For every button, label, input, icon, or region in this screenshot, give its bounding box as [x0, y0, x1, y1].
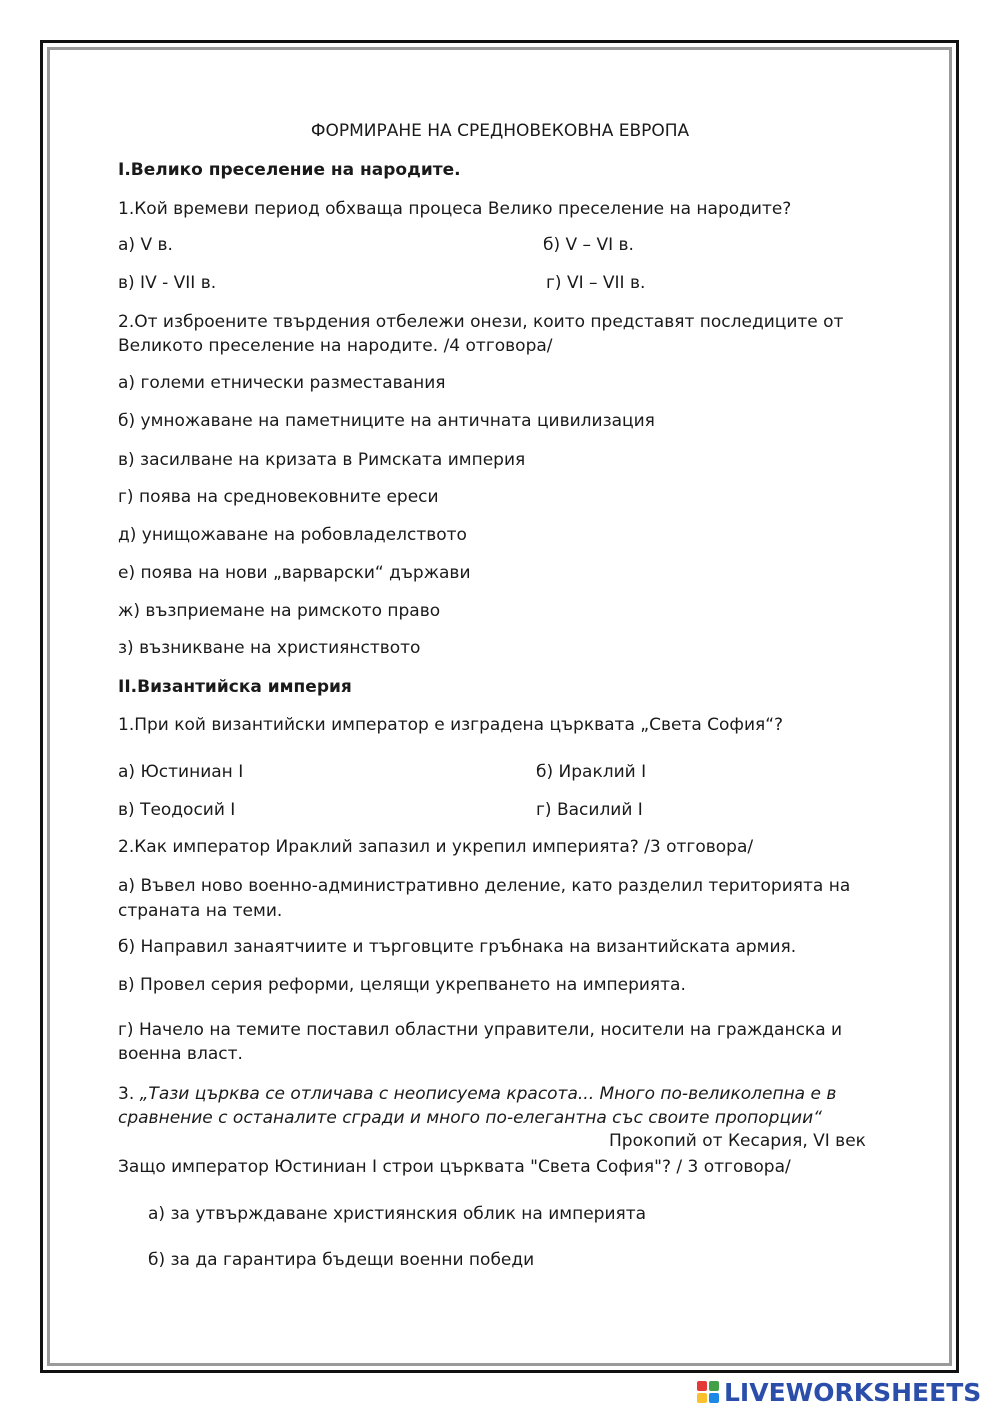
- s2-q2-option-a-line1[interactable]: а) Въвел ново военно-административно деление, като разделил територията на: [118, 876, 851, 896]
- s2-q2-option-b[interactable]: б) Направил занаятчиите и търговците гръбнака на византийската армия.: [118, 937, 797, 957]
- s2-q2-option-a-line2[interactable]: страната на теми.: [118, 901, 283, 921]
- s2-q3-quote-line1: [118, 1082, 836, 1106]
- s2-q1-option-d[interactable]: г) Василий I: [536, 800, 643, 820]
- s2-q2-option-d-line1[interactable]: г) Начело на темите поставил областни управители, носители на гражданска и: [118, 1020, 843, 1040]
- s2-q3-option-b[interactable]: б) за да гарантира бъдещи военни победи: [148, 1250, 535, 1270]
- s2-q1-option-c[interactable]: в) Теодосий I: [118, 800, 236, 820]
- s1-q1-option-d[interactable]: г) VI – VII в.: [546, 273, 646, 293]
- s2-q1-option-b[interactable]: б) Ираклий I: [536, 762, 647, 782]
- s1-q2-option-b[interactable]: б) умножаване на паметниците на античната цивилизация: [118, 411, 655, 431]
- s1-q2-option-f[interactable]: е) поява на нови „варварски“ държави: [118, 563, 471, 583]
- s1-q1-option-b[interactable]: б) V – VI в.: [543, 235, 634, 255]
- s2-q2-option-d-line2[interactable]: военна власт.: [118, 1044, 243, 1064]
- liveworksheets-watermark: [697, 1378, 981, 1406]
- s2-q1-option-a[interactable]: а) Юстиниан I: [118, 762, 244, 782]
- s1-q2-option-e[interactable]: д) унищожаване на робовладелството: [118, 525, 467, 545]
- s2-q3-quote-text-1: „Тази църква се отличава с неописуема красота... Много по-великолепна е в: [139, 1084, 837, 1104]
- s2-q3-number: 3.: [118, 1084, 140, 1104]
- s2-q1-text: 1.При кой византийски император е изградена църквата „Света София“?: [118, 715, 784, 735]
- section-1-heading: I.Велико преселение на народите.: [118, 160, 461, 180]
- s1-q1-option-a[interactable]: а) V в.: [118, 235, 173, 255]
- s1-q2-option-a[interactable]: а) големи етнически разместавания: [118, 373, 446, 393]
- s1-q2-text-line2: Великото преселение на народите. /4 отговора/: [118, 336, 553, 356]
- s1-q2-text-line1: 2.От изброените твърдения отбележи онези, които представят последиците от: [118, 312, 844, 332]
- s2-q2-text: 2.Как император Ираклий запазил и укрепил империята? /3 отговора/: [118, 837, 754, 857]
- s2-q3-source: Прокопий от Кесария, VI век: [609, 1131, 866, 1151]
- s1-q2-option-d[interactable]: г) поява на средновековните ереси: [118, 487, 439, 507]
- s2-q3-quote-line2: сравнение с останалите сгради и много по-елегантна със своите пропорции“: [118, 1108, 822, 1128]
- s1-q1-text: 1.Кой времеви период обхваща процеса Велико преселение на народите?: [118, 199, 792, 219]
- liveworksheets-logo-icon: [697, 1381, 719, 1403]
- s2-q3-question: Защо император Юстиниан I строи църквата "Света София"? / 3 отговора/: [118, 1157, 791, 1177]
- s2-q2-option-c[interactable]: в) Провел серия реформи, целящи укрепването на империята.: [118, 975, 686, 995]
- liveworksheets-text: LIVEWORKSHEETS: [724, 1377, 982, 1407]
- s1-q2-option-h[interactable]: з) възникване на християнството: [118, 638, 421, 658]
- s1-q2-option-g[interactable]: ж) възприемане на римското право: [118, 601, 441, 621]
- s1-q1-option-c[interactable]: в) IV - VII в.: [118, 273, 217, 293]
- page-title: ФОРМИРАНЕ НА СРЕДНОВЕКОВНА ЕВРОПА: [310, 121, 690, 141]
- s2-q3-option-a[interactable]: а) за утвърждаване християнския облик на империята: [148, 1204, 647, 1224]
- s1-q2-option-c[interactable]: в) засилване на кризата в Римската империя: [118, 450, 526, 470]
- section-2-heading: II.Византийска империя: [118, 677, 352, 697]
